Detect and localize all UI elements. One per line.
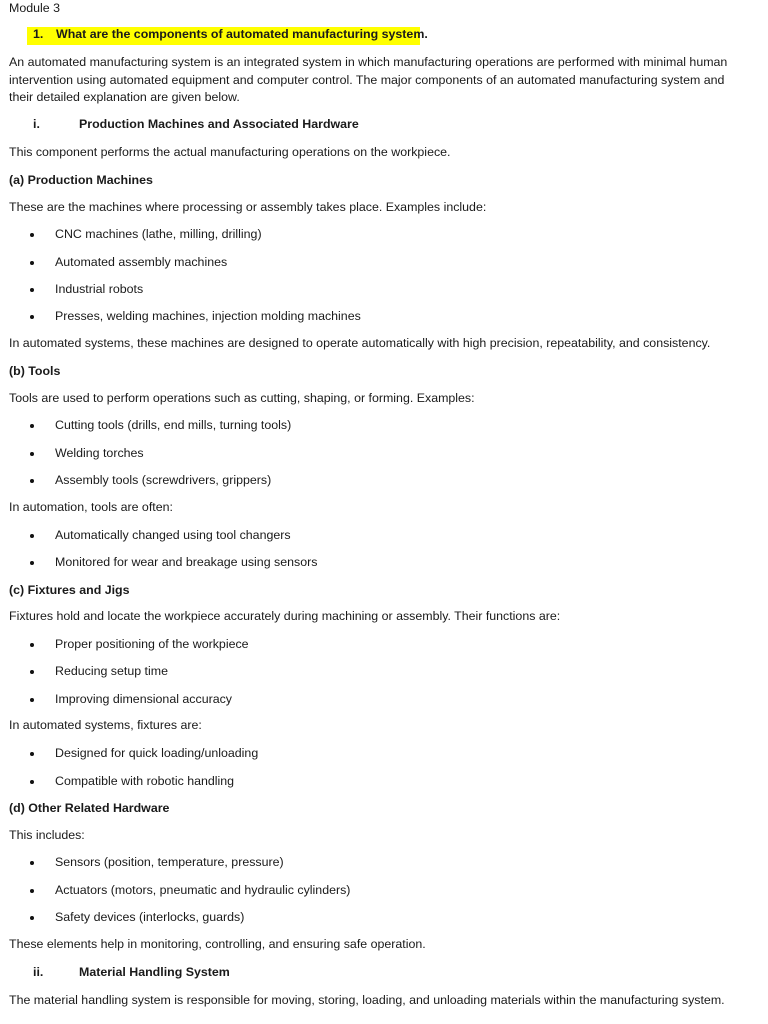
- bullet: [30, 479, 34, 483]
- list-item: [0, 226, 760, 244]
- list-item: [0, 308, 760, 326]
- bullet: [30, 261, 34, 265]
- section-number: ii.: [33, 965, 44, 979]
- subheading-a: (a) Production Machines: [9, 173, 153, 187]
- paragraph: Tools are used to perform operations such as cutting, shaping, or forming. Examples:: [9, 391, 475, 405]
- module-label: Module 3: [9, 1, 60, 15]
- list-item: [0, 445, 760, 463]
- list-item-text: Industrial robots: [55, 282, 144, 296]
- list-item: [0, 281, 760, 299]
- bullet: [30, 452, 34, 456]
- list-item-text: Actuators (motors, pneumatic and hydraulic cylinders): [55, 883, 351, 897]
- bullet: [30, 670, 34, 674]
- list-item: [0, 882, 760, 900]
- section-description: The material handling system is responsible for moving, storing, loading, and unloading materials within the manufacturing system.: [9, 993, 725, 1007]
- list-item-text: Reducing setup time: [55, 664, 168, 678]
- paragraph: In automated systems, fixtures are:: [9, 718, 202, 732]
- section-title: Material Handling System: [79, 965, 230, 979]
- question-number: 1.: [33, 27, 44, 41]
- list-item: [0, 854, 760, 872]
- list-item: [0, 745, 760, 763]
- list-item-text: Presses, welding machines, injection molding machines: [55, 309, 361, 323]
- list-item-text: Safety devices (interlocks, guards): [55, 910, 245, 924]
- bullet: [30, 288, 34, 292]
- bullet: [30, 752, 34, 756]
- list-item-text: Proper positioning of the workpiece: [55, 637, 249, 651]
- section-title: Production Machines and Associated Hardware: [79, 117, 359, 131]
- list-item-text: Welding torches: [55, 446, 144, 460]
- list-item-text: Assembly tools (screwdrivers, grippers): [55, 473, 272, 487]
- bullet: [30, 861, 34, 865]
- list-item-text: Designed for quick loading/unloading: [55, 746, 259, 760]
- question-text: What are the components of automated manufacturing system.: [56, 27, 428, 41]
- list-item-text: Cutting tools (drills, end mills, turning tools): [55, 418, 292, 432]
- paragraph: These are the machines where processing or assembly takes place. Examples include:: [9, 200, 487, 214]
- list-item: [0, 909, 760, 927]
- list-item: [0, 254, 760, 272]
- list-item: [0, 417, 760, 435]
- bullet: [30, 233, 34, 237]
- paragraph: Fixtures hold and locate the workpiece accurately during machining or assembly. Their functions are:: [9, 609, 561, 623]
- paragraph: In automation, tools are often:: [9, 500, 173, 514]
- subheading-d: (d) Other Related Hardware: [9, 801, 170, 815]
- list-item: [0, 554, 760, 572]
- list-item-text: Automated assembly machines: [55, 255, 228, 269]
- list-item-text: CNC machines (lathe, milling, drilling): [55, 227, 262, 241]
- list-item: [0, 472, 760, 490]
- bullet: [30, 643, 34, 647]
- bullet: [30, 315, 34, 319]
- subheading-c: (c) Fixtures and Jigs: [9, 583, 130, 597]
- list-item-text: Improving dimensional accuracy: [55, 692, 232, 706]
- bullet: [30, 916, 34, 920]
- section-heading-ii: [0, 965, 760, 983]
- list-item-text: Compatible with robotic handling: [55, 774, 235, 788]
- section-heading-i: [0, 117, 760, 135]
- bullet: [30, 424, 34, 428]
- paragraph: These elements help in monitoring, controlling, and ensuring safe operation.: [9, 937, 426, 951]
- list-item-text: Monitored for wear and breakage using sensors: [55, 555, 318, 569]
- bullet: [30, 534, 34, 538]
- bullet: [30, 698, 34, 702]
- list-item-text: Automatically changed using tool changers: [55, 528, 291, 542]
- list-item: [0, 636, 760, 654]
- bullet: [30, 561, 34, 565]
- paragraph: In automated systems, these machines are designed to operate automatically with high precision, repeatability, and consistency.: [9, 336, 711, 350]
- subheading-b: (b) Tools: [9, 364, 61, 378]
- paragraph: This includes:: [9, 828, 85, 842]
- list-item: [0, 691, 760, 709]
- list-item-text: Sensors (position, temperature, pressure): [55, 855, 284, 869]
- list-item: [0, 773, 760, 791]
- intro-paragraph: An automated manufacturing system is an integrated system in which manufacturing operations are performed with minimal human intervention using automated equipment and computer control. The major components of an automated manufacturing system and their detailed explanation are given below.: [9, 55, 728, 104]
- bullet: [30, 780, 34, 784]
- section-description: This component performs the actual manufacturing operations on the workpiece.: [9, 145, 451, 159]
- list-item: [0, 663, 760, 681]
- bullet: [30, 889, 34, 893]
- section-number: i.: [33, 117, 40, 131]
- list-item: [0, 527, 760, 545]
